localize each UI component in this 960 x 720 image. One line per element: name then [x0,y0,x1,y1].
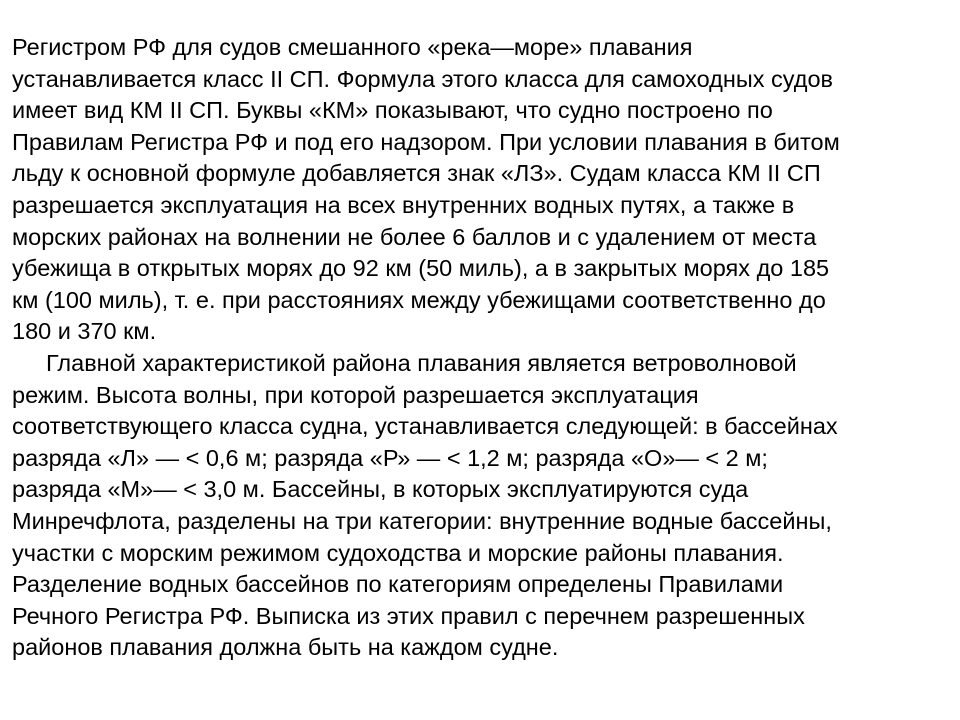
text-line: морских районах на волнении не более 6 баллов и с удалением от места [12,223,817,250]
text-line: разряда «М»— < 3,0 м. Бассейны, в которых эксплуатируются суда [12,476,749,503]
text-line: убежища в открытых морях до 92 км (50 миль), а в закрытых морях до 185 [12,255,830,282]
text-line: км (100 миль), т. е. при расстояниях между убежищами соответственно до [12,286,826,313]
text-line: соответствующего класса судна, устанавливается следующей: в бассейнах [12,413,838,440]
text-line: льду к основной формуле добавляется знак «ЛЗ». Судам класса КМ II СП [12,160,821,187]
text-line: Главной характеристикой района плавания является ветроволновой [46,349,797,376]
text-line: районов плавания должна быть на каждом судне. [12,634,559,661]
text-line: Регистром РФ для судов смешанного «река—море» плавания [12,34,693,60]
text-line: участки с морским режимом судоходства и морские районы плавания. [12,539,784,566]
text-line: имеет вид КМ II СП. Буквы «КМ» показывают, что судно построено по [12,97,773,124]
text-line: Правилам Регистра РФ и под его надзором. При условии плавания в битом [12,128,840,155]
text-line: разряда «Л» — < 0,6 м; разряда «Р» — < 1,2 м; разряда «О»— < 2 м; [12,444,768,471]
paragraph-2 [12,348,952,664]
text-line: Минречфлота, разделены на три категории: внутренние водные бассейны, [12,507,832,534]
text-line: Речного Регистра РФ. Выписка из этих правил с перечнем разрешенных [12,602,805,629]
paragraph-1 [12,32,952,348]
text-line: Разделение водных бассейнов по категориям определены Правилами [12,571,784,598]
text-line: 180 и 370 км. [12,318,157,345]
body-text [12,32,952,664]
text-line: устанавливается класс II СП. Формула этого класса для самоходных судов [12,65,834,92]
text-line: режим. Высота волны, при которой разрешается эксплуатация [12,381,699,408]
text-line: разрешается эксплуатация на всех внутренних водных путях, а также в [12,191,795,218]
